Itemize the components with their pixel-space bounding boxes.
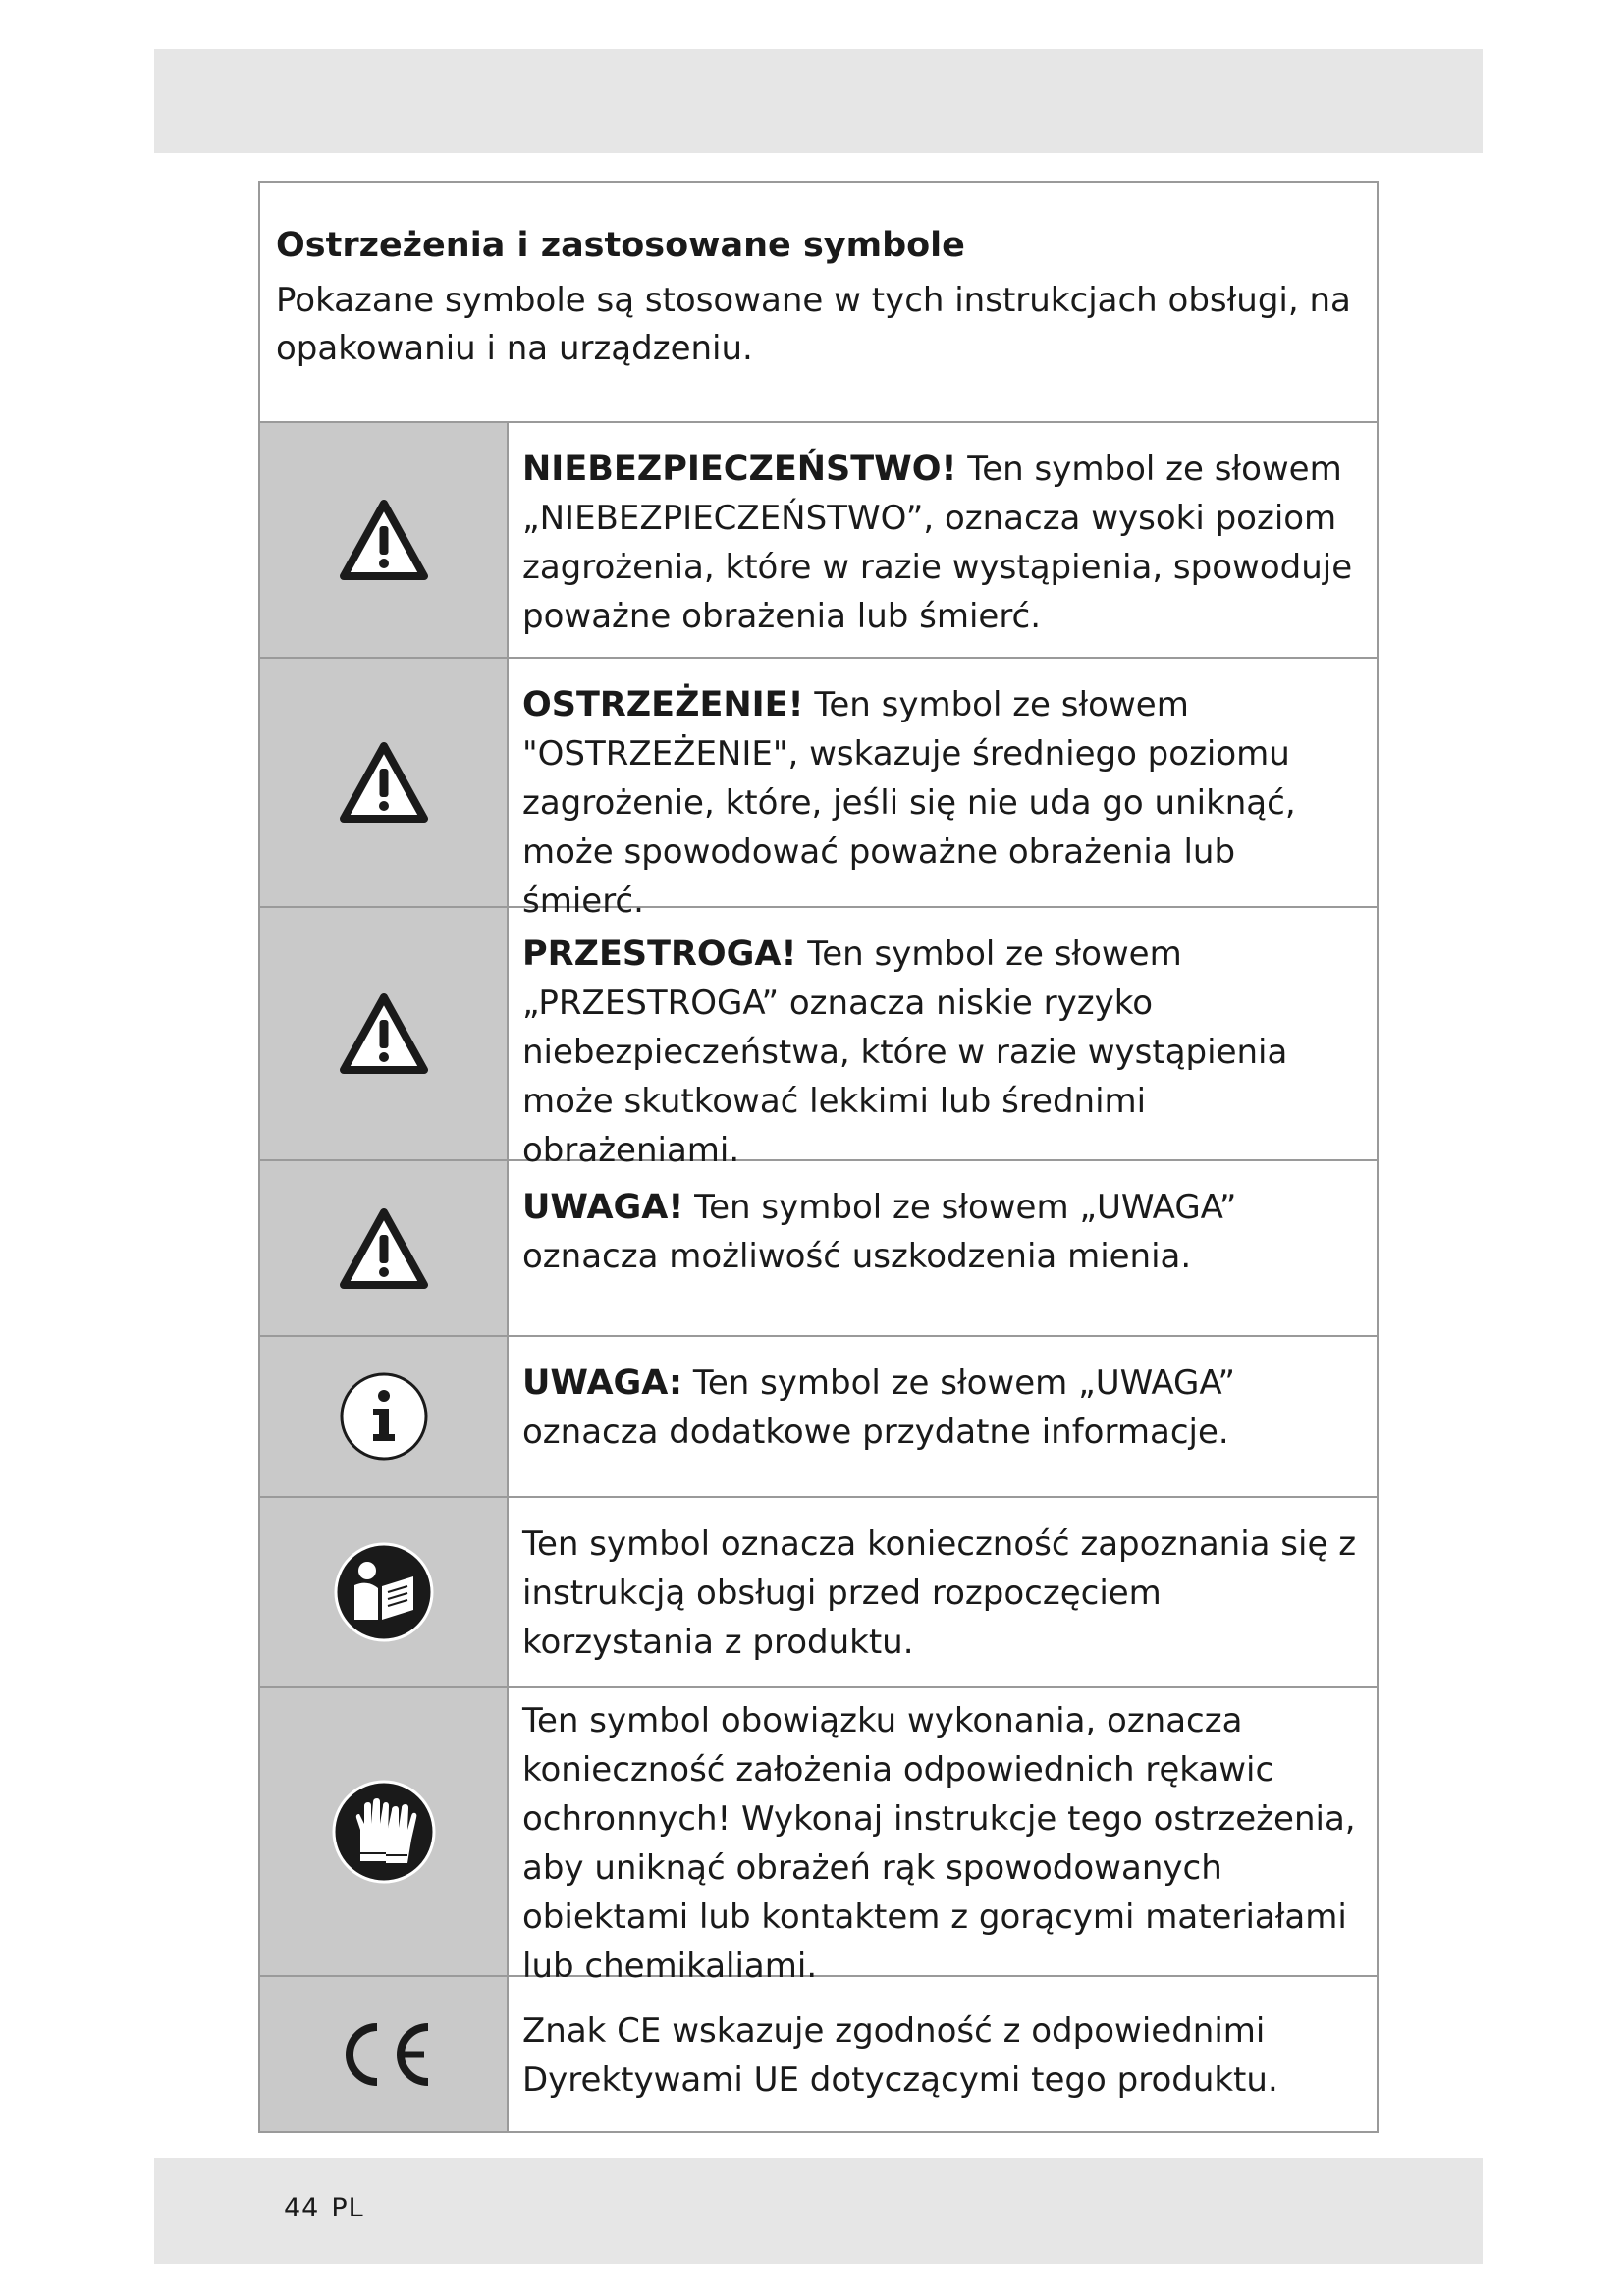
warning-triangle-icon [339,992,429,1075]
icon-cell [260,659,509,906]
icon-cell [260,1688,509,1975]
table-row [260,1337,1377,1498]
row-text [509,1688,1377,1986]
icon-cell [260,423,509,657]
row-text [509,1498,1377,1686]
row-text [509,659,1377,921]
symbols-table [258,181,1379,2133]
signal-word: OSTRZEŻENIE! [522,685,804,724]
table-row [260,1161,1377,1337]
info-icon [337,1369,431,1464]
header-bar [154,49,1483,153]
row-text [509,1977,1377,2131]
icon-cell [260,1161,509,1335]
row-description: Ten symbol ze słowem „UWAGA” oznacza dodatkowe przydatne informacje. [522,1363,1236,1452]
table-row [260,1498,1377,1688]
page-number: 44 [284,2193,320,2223]
section-title: Ostrzeżenia i zastosowane symbole [276,226,965,265]
gloves-icon [331,1779,437,1885]
row-text [509,1337,1377,1496]
row-text [509,1161,1377,1335]
table-row [260,908,1377,1170]
signal-word: UWAGA: [522,1363,683,1403]
row-description: Ten symbol ze słowem „NIEBEZPIECZEŃSTWO”, oznacza wysoki poziom zagrożenia, które w razie wystąpienia, spowoduje poważne obrażenia lub śmierć. [522,450,1353,636]
table-row [260,1977,1377,2131]
row-description: Ten symbol oznacza konieczność zapoznania się z instrukcją obsługi przed rozpoczęciem korzystania z produktu. [522,1524,1357,1662]
warning-triangle-icon [339,741,429,824]
row-description: Ten symbol obowiązku wykonania, oznacza konieczność założenia odpowiednich rękawic ochronnych! Wykonaj instrukcje tego ostrzeżenia, aby uniknąć obrażeń rąk spowodowanych obiektami lub kontaktem z gorącymi materiałami lub chemikaliami. [522,1701,1356,1986]
table-row [260,423,1377,659]
footer-bar [154,2158,1483,2264]
icon-cell [260,1977,509,2131]
table-row [260,659,1377,921]
signal-word: PRZESTROGA! [522,934,797,974]
signal-word: UWAGA! [522,1188,684,1227]
page-footer [284,2193,376,2223]
icon-cell [260,1337,509,1496]
icon-cell [260,908,509,1159]
row-description: Znak CE wskazuje zgodność z odpowiednimi Dyrektywami UE dotyczącymi tego produktu. [522,2011,1278,2100]
row-description: Ten symbol ze słowem "OSTRZEŻENIE", wskazuje średniego poziomu zagrożenie, które, jeśli się nie uda go uniknąć, może spowodować poważne obrażenia lub śmierć. [522,685,1296,921]
icon-cell [260,1498,509,1686]
table-row [260,1688,1377,1986]
intro-section [260,183,1377,423]
language-code: PL [331,2193,364,2223]
row-description: Ten symbol ze słowem „PRZESTROGA” oznacza niskie ryzyko niebezpieczeństwa, które w razie wystąpienia może skutkować lekkimi lub średnimi obrażeniami. [522,934,1288,1170]
ce-mark-icon [330,2017,438,2092]
signal-word: NIEBEZPIECZEŃSTWO! [522,450,957,489]
row-text [509,423,1377,657]
section-intro-text: Pokazane symbole są stosowane w tych instrukcjach obsługi, na opakowaniu i na urządzeniu. [276,281,1351,368]
row-text [509,908,1377,1170]
read-manual-icon [333,1541,435,1643]
row-description: Ten symbol ze słowem „UWAGA” oznacza możliwość uszkodzenia mienia. [522,1188,1237,1276]
warning-triangle-icon [339,1207,429,1290]
warning-triangle-icon [339,499,429,581]
